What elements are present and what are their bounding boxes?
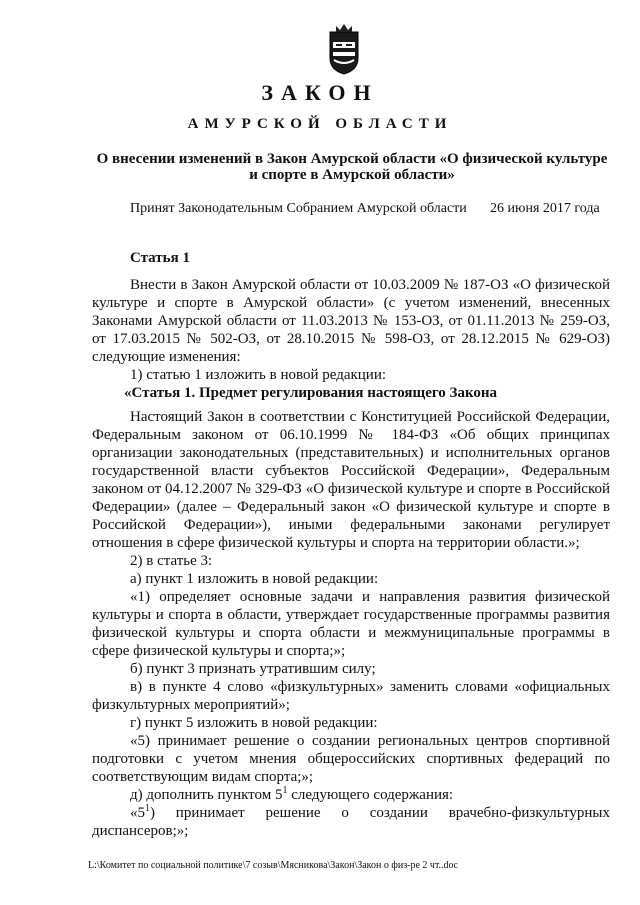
item-2b: б) пункт 3 признать утратившим силу; xyxy=(130,661,376,677)
item-2e-sup: 1 xyxy=(282,785,288,796)
law-heading: О внесении изменений в Закон Амурской области «О физической культуре и спорте в Амурской области» xyxy=(96,151,608,183)
region-name: АМУРСКОЙ ОБЛАСТИ xyxy=(187,116,453,132)
article-body xyxy=(92,276,610,840)
new-article-text: Настоящий Закон в соответствии с Конституцией Российской Федерации, Федеральным законом от 06.10.1999 № 184-ФЗ «Об общих принципах организации законодательных (представительных) и исполнительных органов государственной власти субъектов Российской Федерации», Федеральным законом от 04.12.2007 № 329-ФЗ «О физической культуре и спорте в Российской Федерации» (далее – Федеральный закон «О физической культуре и спорте в Российской Федерации»), иными федеральными законами регулирует отношения в сфере физической культуры и спорта на территории области.»; xyxy=(92,409,610,551)
new-article-title: «Статья 1. Предмет регулирования настоящего Закона xyxy=(124,385,498,401)
file-path-footer: L:\Комитет по социальной политике\7 созыв\Мясникова\Закон\Закон о физ-ре 2 чт..doc xyxy=(88,860,458,871)
adopted-by: Принят Законодательным Собранием Амурской области xyxy=(130,201,467,216)
article-label: Статья 1 xyxy=(130,250,190,266)
item-2a-text: «1) определяет основные задачи и направления развития физической культуры и спорта в области, утверждает государственные программы развития физической культуры и спорта области и межмуниципальные программы в сфере физической культуры и спорта;»; xyxy=(92,589,610,659)
item-2e-text-after: ) принимает решение о создании врачебно-физкультурных диспансеров;»; xyxy=(92,805,610,839)
adopted-date: 26 июня 2017 года xyxy=(490,201,600,216)
item-2e-text-before: «5 xyxy=(130,805,145,821)
item-2d: г) пункт 5 изложить в новой редакции: xyxy=(130,715,378,731)
intro-paragraph: Внести в Закон Амурской области от 10.03.2009 № 187-ОЗ «О физической культуре и спорте в Амурской области» (с учетом изменений, внесенных Законами Амурской области от 11.03.2013 № 153-ОЗ, от 01.11.2013 № 259-ОЗ, от 17.03.2015 № 502-ОЗ, от 28.10.2015 № 598-ОЗ, от 28.12.2015 № 629-ОЗ) следующие изменения: xyxy=(92,277,610,365)
item-1: 1) статью 1 изложить в новой редакции: xyxy=(130,367,387,383)
item-2: 2) в статье 3: xyxy=(130,553,213,569)
law-title: ЗАКОН xyxy=(261,80,379,105)
item-2e-text xyxy=(92,804,610,840)
item-2c: в) в пункте 4 слово «физкультурных» заменить словами «официальных физкультурных мероприятий»; xyxy=(92,679,610,713)
item-2a: а) пункт 1 изложить в новой редакции: xyxy=(130,571,379,587)
item-2e-after: следующего содержания: xyxy=(287,787,454,803)
item-2e-before: д) дополнить пунктом 5 xyxy=(130,787,283,803)
item-2e xyxy=(92,786,610,804)
item-2d-text: «5) принимает решение о создании региональных центров спортивной подготовки с учетом мнения общероссийских спортивных федераций по соответствующим видам спорта;»; xyxy=(92,733,610,785)
amur-coat-of-arms-icon xyxy=(322,22,366,76)
item-2e-text-sup: 1 xyxy=(145,803,150,814)
